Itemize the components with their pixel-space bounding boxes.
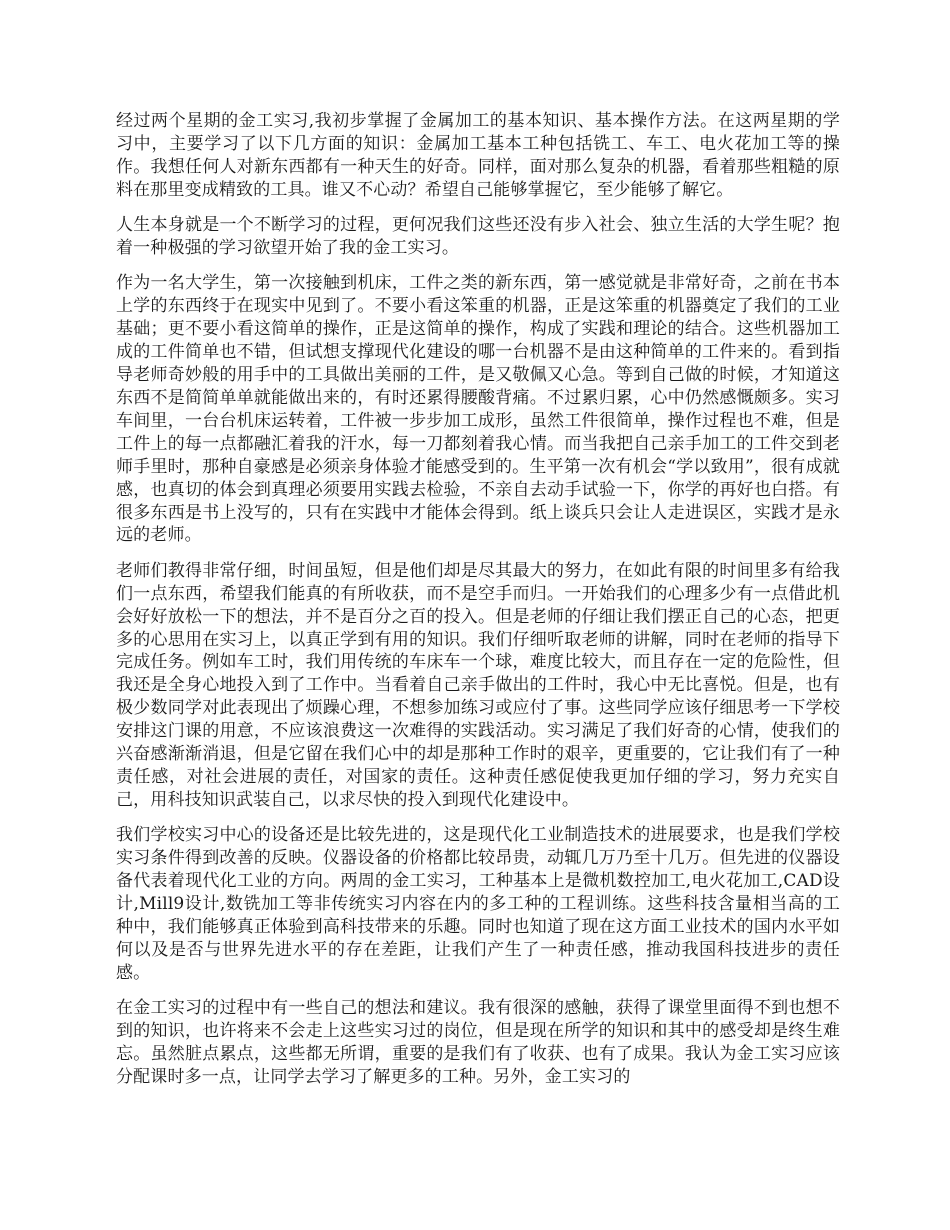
paragraph-3: 作为一名大学生，第一次接触到机床，工件之类的新东西，第一感觉就是非常好奇，之前在书本上学的东西终于在现实中见到了。不要小看这笨重的机器，正是这笨重的机器奠定了我们的工业基础；更不要小看这简单的操作，正是这简单的操作，构成了实践和理论的结合。这些机器加工成的工件简单也不错，但试想支撑现代化建设的哪一台机器不是由这种简单的工件来的。看到指导老师奇妙般的用手中的工具做出美丽的工件，是又敬佩又心急。等到自己做的时候，才知道这东西不是简简单单就能做出来的，有时还累得腰酸背痛。不过累归累，心中仍然感慨颇多。实习车间里，一台台机床运转着，工件被一步步加工成形，虽然工件很简单，操作过程也不难，但是工件上的每一点都融汇着我的汗水，每一刀都刻着我心情。而当我把自己亲手加工的工件交到老师手里时，那种自豪感是必须亲身体验才能感受到的。生平第一次有机会“学以致用”，很有成就感，也真切的体会到真理必须要用实践去检验，不亲自去动手试验一下，你学的再好也白搭。有很多东西是书上没写的，只有在实践中才能体会得到。纸上谈兵只会让人走进误区，实践才是永远的老师。 (116, 273, 840, 546)
document-body (116, 110, 840, 1101)
paragraph-4: 老师们教得非常仔细，时间虽短，但是他们却是尽其最大的努力，在如此有限的时间里多有给我们一点东西，希望我们能真的有所收获，而不是空手而归。一开始我们的心理多少有一点借此机会好好放松一下的想法，并不是百分之百的投入。但是老师的仔细让我们摆正自己的心态，把更多的心思用在实习上，以真正学到有用的知识。我们仔细听取老师的讲解，同时在老师的指导下完成任务。例如车工时，我们用传统的车床车一个球，难度比较大，而且存在一定的危险性，但我还是全身心地投入到了工作中。当看着自己亲手做出的工件时，我心中无比喜悦。但是，也有极少数同学对此表现出了烦躁心理，不想参加练习或应付了事。这些同学应该仔细思考一下学校安排这门课的用意，不应该浪费这一次难得的实践活动。实习满足了我们好奇的心情，使我们的兴奋感渐渐消退，但是它留在我们心中的却是那种工作时的艰辛，更重要的，它让我们有了一种责任感，对社会进展的责任，对国家的责任。这种责任感促使我更加仔细的学习，努力充实自己，用科技知识武装自己，以求尽快的投入到现代化建设中。 (116, 560, 840, 810)
paragraph-2: 人生本身就是一个不断学习的过程，更何况我们这些还没有步入社会、独立生活的大学生呢？抱着一种极强的学习欲望开始了我的金工实习。 (116, 215, 840, 259)
paragraph-1: 经过两个星期的金工实习,我初步掌握了金属加工的基本知识、基本操作方法。在这两星期的学习中，主要学习了以下几方面的知识：金属加工基本工种包括铣工、车工、电火花加工等的操作。我想任何人对新东西都有一种天生的好奇。同样，面对那么复杂的机器，看着那些粗糙的原料在那里变成精致的工具。谁又不心动？希望自己能够掌握它，至少能够了解它。 (116, 111, 840, 200)
paragraph-5: 我们学校实习中心的设备还是比较先进的，这是现代化工业制造技术的进展要求，也是我们学校实习条件得到改善的反映。仪器设备的价格都比较昂贵，动辄几万乃至十几万。但先进的仪器设备代表着现代化工业的方向。两周的金工实习，工种基本上是微机数控加工,电火花加工,CAD设计,Mill9设计,数铣加工等非传统实习内容在内的多工种的工程训练。这些科技含量相当高的工种中，我们能够真正体验到高科技带来的乐趣。同时也知道了现在这方面工业技术的国内水平如何以及是否与世界先进水平的存在差距，让我们产生了一种责任感，推动我国科技进步的责任感。 (116, 825, 840, 983)
paragraph-6: 在金工实习的过程中有一些自己的想法和建议。我有很深的感触，获得了课堂里面得不到也想不到的知识，也许将来不会走上这些实习过的岗位，但是现在所学的知识和其中的感受却是终生难忘。虽然脏点累点，这些都无所谓，重要的是我们有了收获、也有了成果。我认为金工实习应该分配课时多一点，让同学去学习了解更多的工种。另外，金工实习的 (116, 998, 840, 1087)
